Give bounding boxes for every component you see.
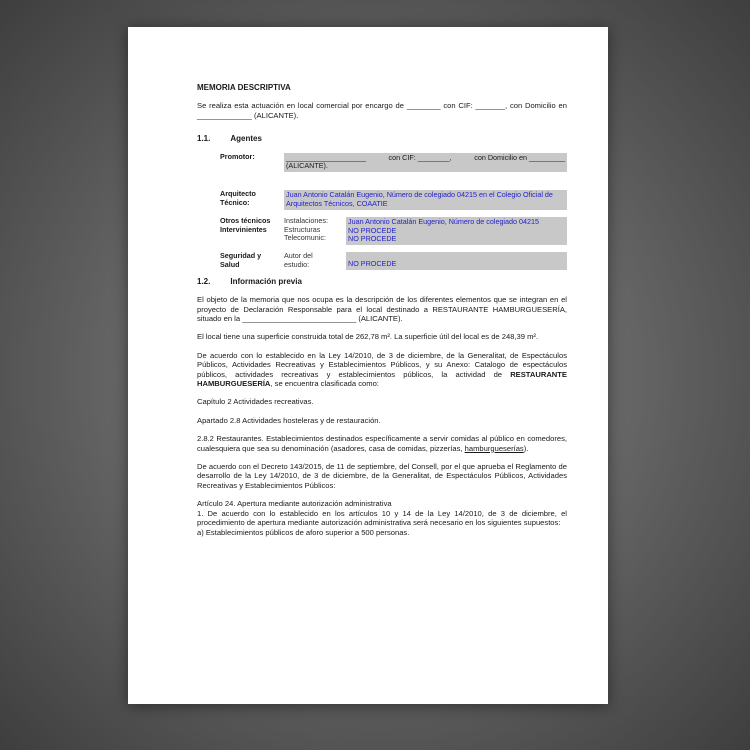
section-agentes-heading [197, 134, 567, 143]
agent-row-arquitecto [220, 190, 567, 210]
sublabel: Instalaciones: [284, 215, 328, 225]
text-run: (ALICANTE). [356, 314, 403, 324]
paragraph-objeto [197, 295, 567, 323]
label-line: Intervinientes [220, 224, 267, 234]
agent-label [220, 252, 284, 270]
sublabel: Estructuras [284, 224, 321, 234]
paragraph-capitulo: Capítulo 2 Actividades recreativas. [197, 397, 314, 407]
agent-row-seguridad [220, 252, 567, 270]
label-line: Otros técnicos [220, 215, 271, 225]
article-text: 1. De acuerdo con lo establecido en los artículos 10 y 14 de la Ley 14/2010, de 3 de diciembre, el procedimiento de apertura mediante autorización administrativa será necesario en los siguientes supuestos: [197, 508, 567, 528]
label-line: Técnico: [220, 198, 250, 208]
paragraph-articulo [197, 499, 567, 537]
section-number: 1.1. [197, 134, 211, 144]
agent-value-field [284, 153, 567, 173]
paragraph-superficie: El local tiene una superficie construida total de 262,78 m². La superficie útil del local es de 248,39 m². [197, 332, 539, 342]
paragraph-apartado: Apartado 2.8 Actividades hosteleras y de restauración. [197, 415, 381, 425]
agent-label: Promotor: [220, 151, 255, 161]
text-run: El objeto de la memoria que nos ocupa es la descripción de los diferentes elementos que se integran en el proyecto de Declaración Responsable para el local destinado a RESTAURANTE HAMBURGUESERÍA, situado en la [197, 295, 567, 324]
document-title: MEMORIA DESCRIPTIVA [197, 83, 291, 92]
sublabel: Autor del [284, 251, 313, 261]
section-title: Agentes [230, 134, 262, 144]
activity-name: RESTAURANTE HAMBURGUESERÍA [197, 369, 567, 389]
agent-value-field [346, 217, 567, 245]
article-heading: Artículo 24. Apertura mediante autorización administrativa [197, 499, 392, 509]
agent-row-promotor [220, 153, 567, 173]
label-line: Seguridad y [220, 251, 262, 261]
agent-sublabels [284, 252, 346, 270]
agent-label [220, 190, 284, 210]
label-line: Arquitecto [220, 189, 256, 199]
value-line: NO PROCEDE [348, 259, 397, 268]
agent-sublabels [284, 217, 346, 245]
underlined-term: hamburgueserías [464, 443, 524, 453]
text-run: , se encuentra clasificada como: [270, 379, 379, 389]
section-title: Información previa [230, 276, 302, 286]
text-run: 2.8.2 Restaurantes. Establecimientos destinados específicamente a servir comidas al público en comedores, cualesquiera que sea su denominación (asadores, casa de comidas, pizzerías, [197, 434, 567, 453]
promotor-city: (ALICANTE). [286, 161, 328, 171]
sublabel: estudio: [284, 260, 310, 269]
paragraph-decreto: De acuerdo con el Decreto 143/2015, de 11 de septiembre, del Consell, por el que aprueba el Reglamento de desarrollo de la Ley 14/2010, de 3 de diciembre, de la Generalitat, de Espectáculos Públicos, Actividades Recreativas y Establecimientos Públicos: [197, 462, 567, 490]
agent-row-otros-tecnicos [220, 217, 567, 245]
section-informacion-heading [197, 277, 567, 286]
agent-value-field: Juan Antonio Catalán Eugenio, Número de colegiado 04215 en el Colegio Oficial de Arquitectos Técnicos, COAATIE [284, 190, 567, 210]
agent-label [220, 217, 284, 245]
text-run: ). [523, 443, 529, 453]
paragraph-ley [197, 351, 567, 389]
paragraph-restaurantes [197, 434, 567, 453]
label-line: Salud [220, 260, 240, 269]
section-number: 1.2. [197, 276, 211, 286]
value-line: NO PROCEDE [348, 234, 397, 244]
promotor-blank: ____________________ [286, 152, 366, 162]
agent-value-field [346, 252, 567, 270]
address-blank: ___________________________ [242, 314, 357, 324]
document-page [128, 27, 608, 704]
sublabel: Telecomunic: [284, 233, 326, 243]
promotor-domicilio: con Domicilio en _________ [474, 152, 565, 162]
value-line: NO PROCEDE [348, 225, 397, 235]
promotor-cif: con CIF: ________, [388, 152, 452, 162]
value-line: Juan Antonio Catalán Eugenio, Número de colegiado 04215 [348, 216, 540, 226]
text-run: De acuerdo con lo establecido en la Ley 14/2010, de 3 de diciembre, de la Generalitat, de Espectáculos Públicos, Actividades Recreativas y Establecimientos Públicos, y su Anexo: Catalogo de espectáculos públicos, actividades recreativas y establecimientos públicos, la actividad de [197, 350, 567, 379]
intro-paragraph: Se realiza esta actuación en local comercial por encargo de ________ con CIF: _______, con Domicilio en _____________ (ALICANTE). [197, 101, 567, 120]
article-item: a) Establecimientos públicos de aforo superior a 500 personas. [197, 527, 410, 537]
